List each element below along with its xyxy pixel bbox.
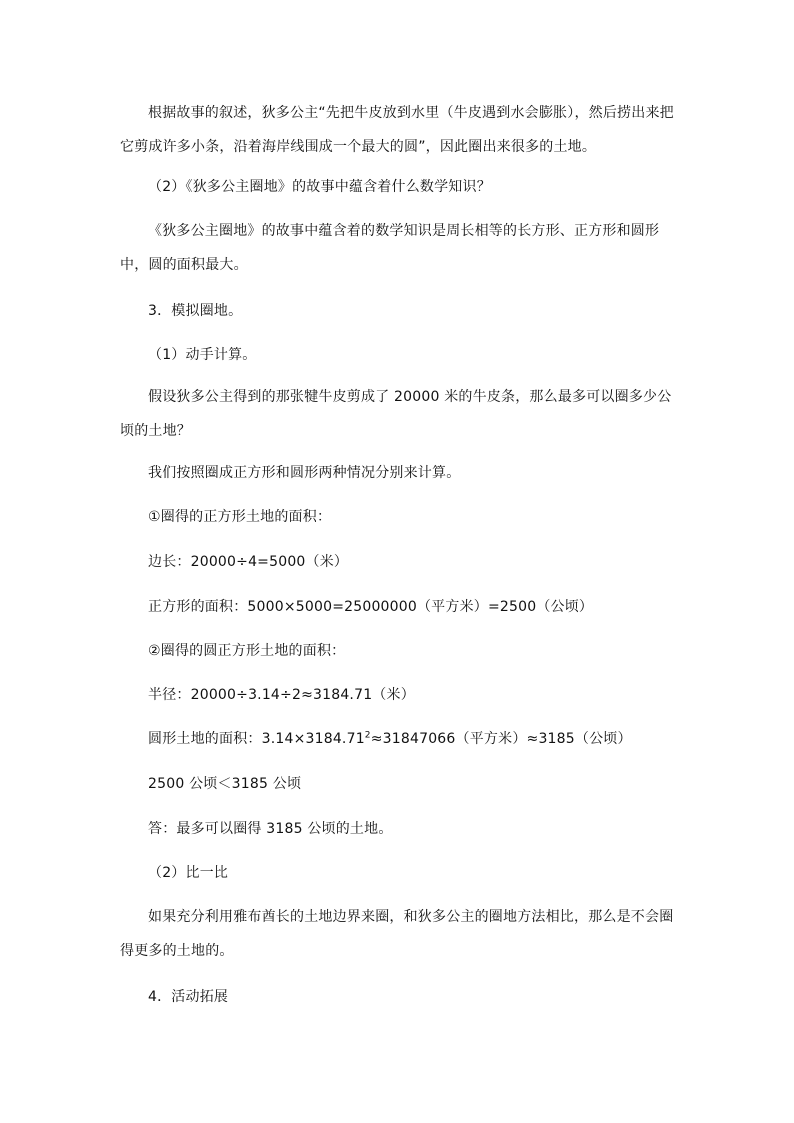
square-area-result: 正方形的面积：5000×5000=25000000（平方米）=2500（公顷）	[148, 599, 594, 615]
area-comparison: 2500 公顷＜3185 公顷	[148, 776, 302, 792]
circle-area-result	[120, 722, 680, 756]
square-area-heading: ①圈得的正方形土地的面积：	[148, 509, 332, 525]
paragraph-calculation-intro: 我们按照圈成正方形和圆形两种情况分别来计算。	[148, 465, 461, 481]
square-exponent: 2	[364, 730, 371, 741]
paragraph-assumption: 假设狄多公主得到的那张犍牛皮剪成了 20000 米的牛皮条，那么最多可以圈多少公顷的土地？	[120, 389, 672, 439]
circle-radius: 半径：20000÷3.14÷2≈3184.71（米）	[148, 687, 415, 703]
circle-area-formula: 圆形土地的面积：3.14×3184.71	[148, 731, 365, 747]
paragraph-math-knowledge: 《狄多公主圈地》的故事中蕴含着的数学知识是周长相等的长方形、正方形和圆形中，圆的面积最大。	[120, 223, 660, 273]
answer-line: 答：最多可以圈得 3185 公顷的土地。	[148, 821, 393, 837]
question-2-heading: （2）《狄多公主圈地》的故事中蕴含着什么数学知识？	[148, 179, 491, 195]
square-side-length: 边长：20000÷4=5000（米）	[148, 554, 349, 570]
section-4-heading: 4．活动拓展	[148, 989, 229, 1005]
section-3-heading: 3．模拟圈地。	[148, 303, 243, 319]
paragraph-compare-conclusion: 如果充分利用雅布酋长的土地边界来圈，和狄多公主的圈地方法相比，那么是不会圈得更多的土地的。	[120, 909, 674, 959]
circle-area-heading: ②圈得的圆正方形土地的面积：	[148, 643, 346, 659]
subsection-2-heading: （2）比一比	[148, 865, 229, 881]
paragraph-story-narration: 根据故事的叙述，狄多公主“先把牛皮放到水里（牛皮遇到水会膨胀），然后捞出来把它剪成许多小条，沿着海岸线围成一个最大的圆”，因此圈出来很多的土地。	[120, 105, 674, 155]
subsection-1-heading: （1）动手计算。	[148, 347, 257, 363]
circle-area-value: ≈31847066（平方米）≈3185（公顷）	[370, 731, 632, 747]
